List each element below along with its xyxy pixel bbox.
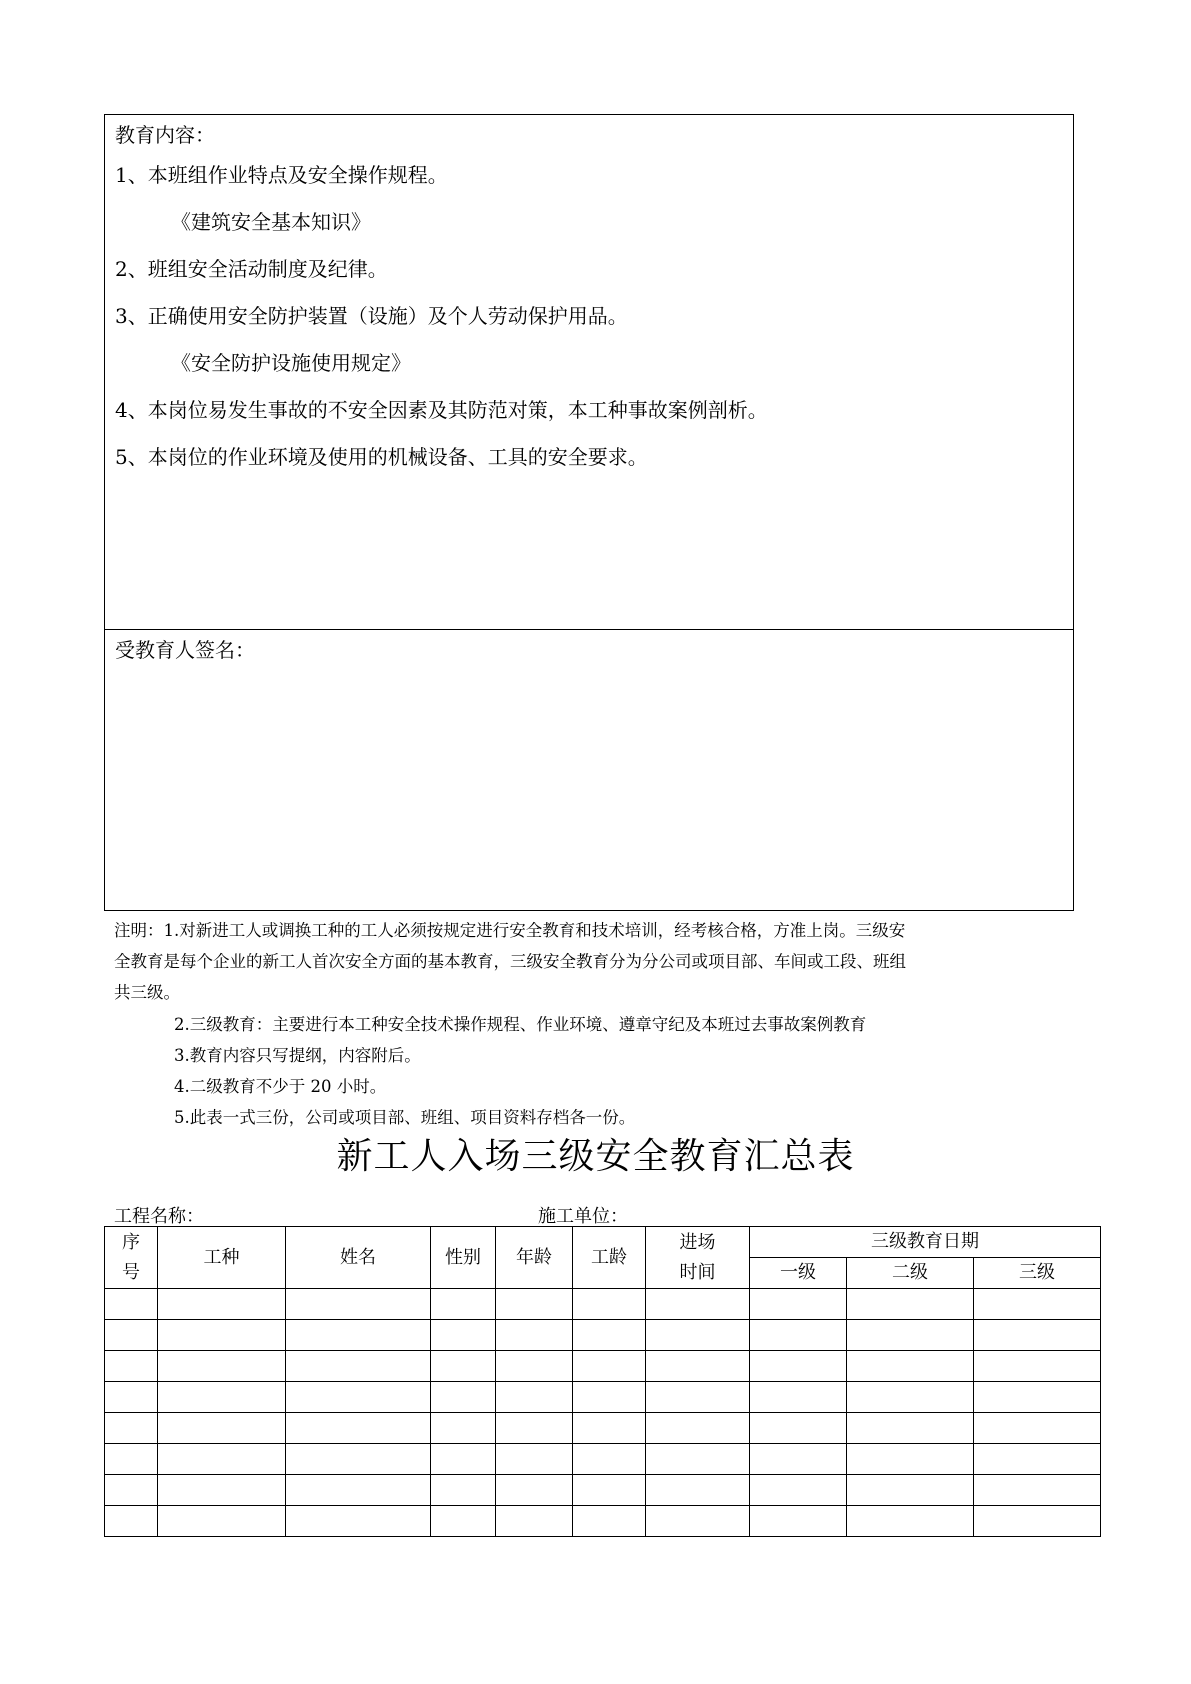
education-content-label: 教育内容： xyxy=(115,123,215,147)
construction-unit-label: 施工单位： xyxy=(538,1206,628,1227)
table-row xyxy=(105,1289,1101,1320)
table-row xyxy=(105,1413,1101,1444)
cell-gender xyxy=(431,1475,496,1506)
cell-level2 xyxy=(847,1320,974,1351)
header-name: 姓名 xyxy=(286,1227,431,1289)
header-seq-line1: 序 xyxy=(122,1231,140,1253)
cell-trade xyxy=(158,1382,286,1413)
cell-gender xyxy=(431,1289,496,1320)
cell-level2 xyxy=(847,1475,974,1506)
header-level2: 二级 xyxy=(847,1258,974,1289)
cell-level1 xyxy=(750,1382,847,1413)
header-trade: 工种 xyxy=(158,1227,286,1289)
cell-work-years xyxy=(573,1506,646,1537)
cell-name xyxy=(286,1444,431,1475)
education-item-4: 4、本岗位易发生事故的不安全因素及其防范对策，本工种事故案例剖析。 xyxy=(115,398,768,422)
cell-level1 xyxy=(750,1320,847,1351)
cell-level3 xyxy=(974,1413,1101,1444)
cell-age xyxy=(496,1413,573,1444)
cell-age xyxy=(496,1444,573,1475)
cell-level1 xyxy=(750,1444,847,1475)
cell-seq xyxy=(105,1475,158,1506)
education-reference-1: 《建筑安全基本知识》 xyxy=(171,210,371,234)
cell-seq xyxy=(105,1444,158,1475)
note-line-1: 注明：1.对新进工人或调换工种的工人必须按规定进行安全教育和技术培训，经考核合格，方准上岗。三级安 xyxy=(114,921,906,940)
cell-age xyxy=(496,1320,573,1351)
cell-level2 xyxy=(847,1351,974,1382)
header-age: 年龄 xyxy=(496,1227,573,1289)
table-row xyxy=(105,1382,1101,1413)
header-level3: 三级 xyxy=(974,1258,1101,1289)
note-line-2: 全教育是每个企业的新工人首次安全方面的基本教育，三级安全教育分为分公司或项目部、车间或工段、班组 xyxy=(114,952,906,971)
cell-level2 xyxy=(847,1506,974,1537)
cell-gender xyxy=(431,1413,496,1444)
education-content-box xyxy=(104,114,1074,630)
header-entry-line1: 进场 xyxy=(679,1231,716,1253)
summary-table xyxy=(104,1226,1101,1537)
cell-work-years xyxy=(573,1444,646,1475)
cell-level3 xyxy=(974,1475,1101,1506)
cell-trade xyxy=(158,1444,286,1475)
header-work-years: 工龄 xyxy=(573,1227,646,1289)
table-row xyxy=(105,1320,1101,1351)
cell-level2 xyxy=(847,1382,974,1413)
cell-trade xyxy=(158,1475,286,1506)
cell-level3 xyxy=(974,1506,1101,1537)
education-item-5: 5、本岗位的作业环境及使用的机械设备、工具的安全要求。 xyxy=(115,445,648,469)
cell-entry-time xyxy=(646,1351,750,1382)
cell-trade xyxy=(158,1289,286,1320)
cell-work-years xyxy=(573,1382,646,1413)
header-row-1 xyxy=(105,1227,1101,1258)
cell-name xyxy=(286,1506,431,1537)
cell-seq xyxy=(105,1320,158,1351)
cell-age xyxy=(496,1382,573,1413)
cell-trade xyxy=(158,1320,286,1351)
cell-trade xyxy=(158,1506,286,1537)
cell-trade xyxy=(158,1413,286,1444)
note-line-3: 共三级。 xyxy=(114,983,180,1002)
cell-name xyxy=(286,1289,431,1320)
project-name-label: 工程名称： xyxy=(114,1206,204,1227)
header-gender: 性别 xyxy=(431,1227,496,1289)
cell-name xyxy=(286,1413,431,1444)
cell-level3 xyxy=(974,1444,1101,1475)
cell-work-years xyxy=(573,1413,646,1444)
cell-level3 xyxy=(974,1351,1101,1382)
cell-gender xyxy=(431,1506,496,1537)
cell-gender xyxy=(431,1382,496,1413)
cell-entry-time xyxy=(646,1475,750,1506)
header-seq-line2: 号 xyxy=(122,1261,140,1283)
cell-age xyxy=(496,1506,573,1537)
education-item-2: 2、班组安全活动制度及纪律。 xyxy=(115,257,388,281)
cell-level1 xyxy=(750,1506,847,1537)
cell-entry-time xyxy=(646,1444,750,1475)
cell-name xyxy=(286,1351,431,1382)
table-row xyxy=(105,1506,1101,1537)
cell-entry-time xyxy=(646,1413,750,1444)
cell-level1 xyxy=(750,1289,847,1320)
header-level1: 一级 xyxy=(750,1258,847,1289)
cell-level1 xyxy=(750,1413,847,1444)
cell-work-years xyxy=(573,1320,646,1351)
note-line-4: 2.三级教育：主要进行本工种安全技术操作规程、作业环境、遵章守纪及本班过去事故案例教育 xyxy=(174,1015,867,1034)
cell-age xyxy=(496,1289,573,1320)
cell-work-years xyxy=(573,1351,646,1382)
header-entry-line2: 时间 xyxy=(679,1261,716,1283)
cell-entry-time xyxy=(646,1289,750,1320)
header-education-dates: 三级教育日期 xyxy=(750,1227,1101,1258)
cell-gender xyxy=(431,1351,496,1382)
note-line-6: 4.二级教育不少于 20 小时。 xyxy=(174,1077,387,1096)
cell-name xyxy=(286,1475,431,1506)
cell-seq xyxy=(105,1506,158,1537)
summary-title: 新工人入场三级安全教育汇总表 xyxy=(336,1136,855,1177)
cell-work-years xyxy=(573,1475,646,1506)
education-reference-2: 《安全防护设施使用规定》 xyxy=(171,351,411,375)
cell-level2 xyxy=(847,1444,974,1475)
signature-label: 受教育人签名： xyxy=(115,638,255,662)
cell-work-years xyxy=(573,1289,646,1320)
cell-seq xyxy=(105,1382,158,1413)
cell-entry-time xyxy=(646,1382,750,1413)
cell-name xyxy=(286,1382,431,1413)
cell-entry-time xyxy=(646,1320,750,1351)
table-row xyxy=(105,1351,1101,1382)
table-row xyxy=(105,1475,1101,1506)
cell-entry-time xyxy=(646,1506,750,1537)
cell-level3 xyxy=(974,1382,1101,1413)
cell-seq xyxy=(105,1351,158,1382)
cell-level3 xyxy=(974,1320,1101,1351)
header-seq xyxy=(105,1227,158,1289)
cell-level1 xyxy=(750,1475,847,1506)
cell-trade xyxy=(158,1351,286,1382)
header-entry-time xyxy=(646,1227,750,1289)
cell-seq xyxy=(105,1289,158,1320)
education-item-3: 3、正确使用安全防护装置（设施）及个人劳动保护用品。 xyxy=(115,304,628,328)
cell-level2 xyxy=(847,1413,974,1444)
cell-name xyxy=(286,1320,431,1351)
cell-seq xyxy=(105,1413,158,1444)
cell-gender xyxy=(431,1444,496,1475)
signature-box xyxy=(104,629,1074,911)
note-line-5: 3.教育内容只写提纲，内容附后。 xyxy=(174,1046,421,1065)
cell-level3 xyxy=(974,1289,1101,1320)
cell-level2 xyxy=(847,1289,974,1320)
cell-level1 xyxy=(750,1351,847,1382)
cell-gender xyxy=(431,1320,496,1351)
note-line-7: 5.此表一式三份，公司或项目部、班组、项目资料存档各一份。 xyxy=(174,1108,636,1127)
table-row xyxy=(105,1444,1101,1475)
cell-age xyxy=(496,1475,573,1506)
education-item-1: 1、本班组作业特点及安全操作规程。 xyxy=(115,163,448,187)
cell-age xyxy=(496,1351,573,1382)
